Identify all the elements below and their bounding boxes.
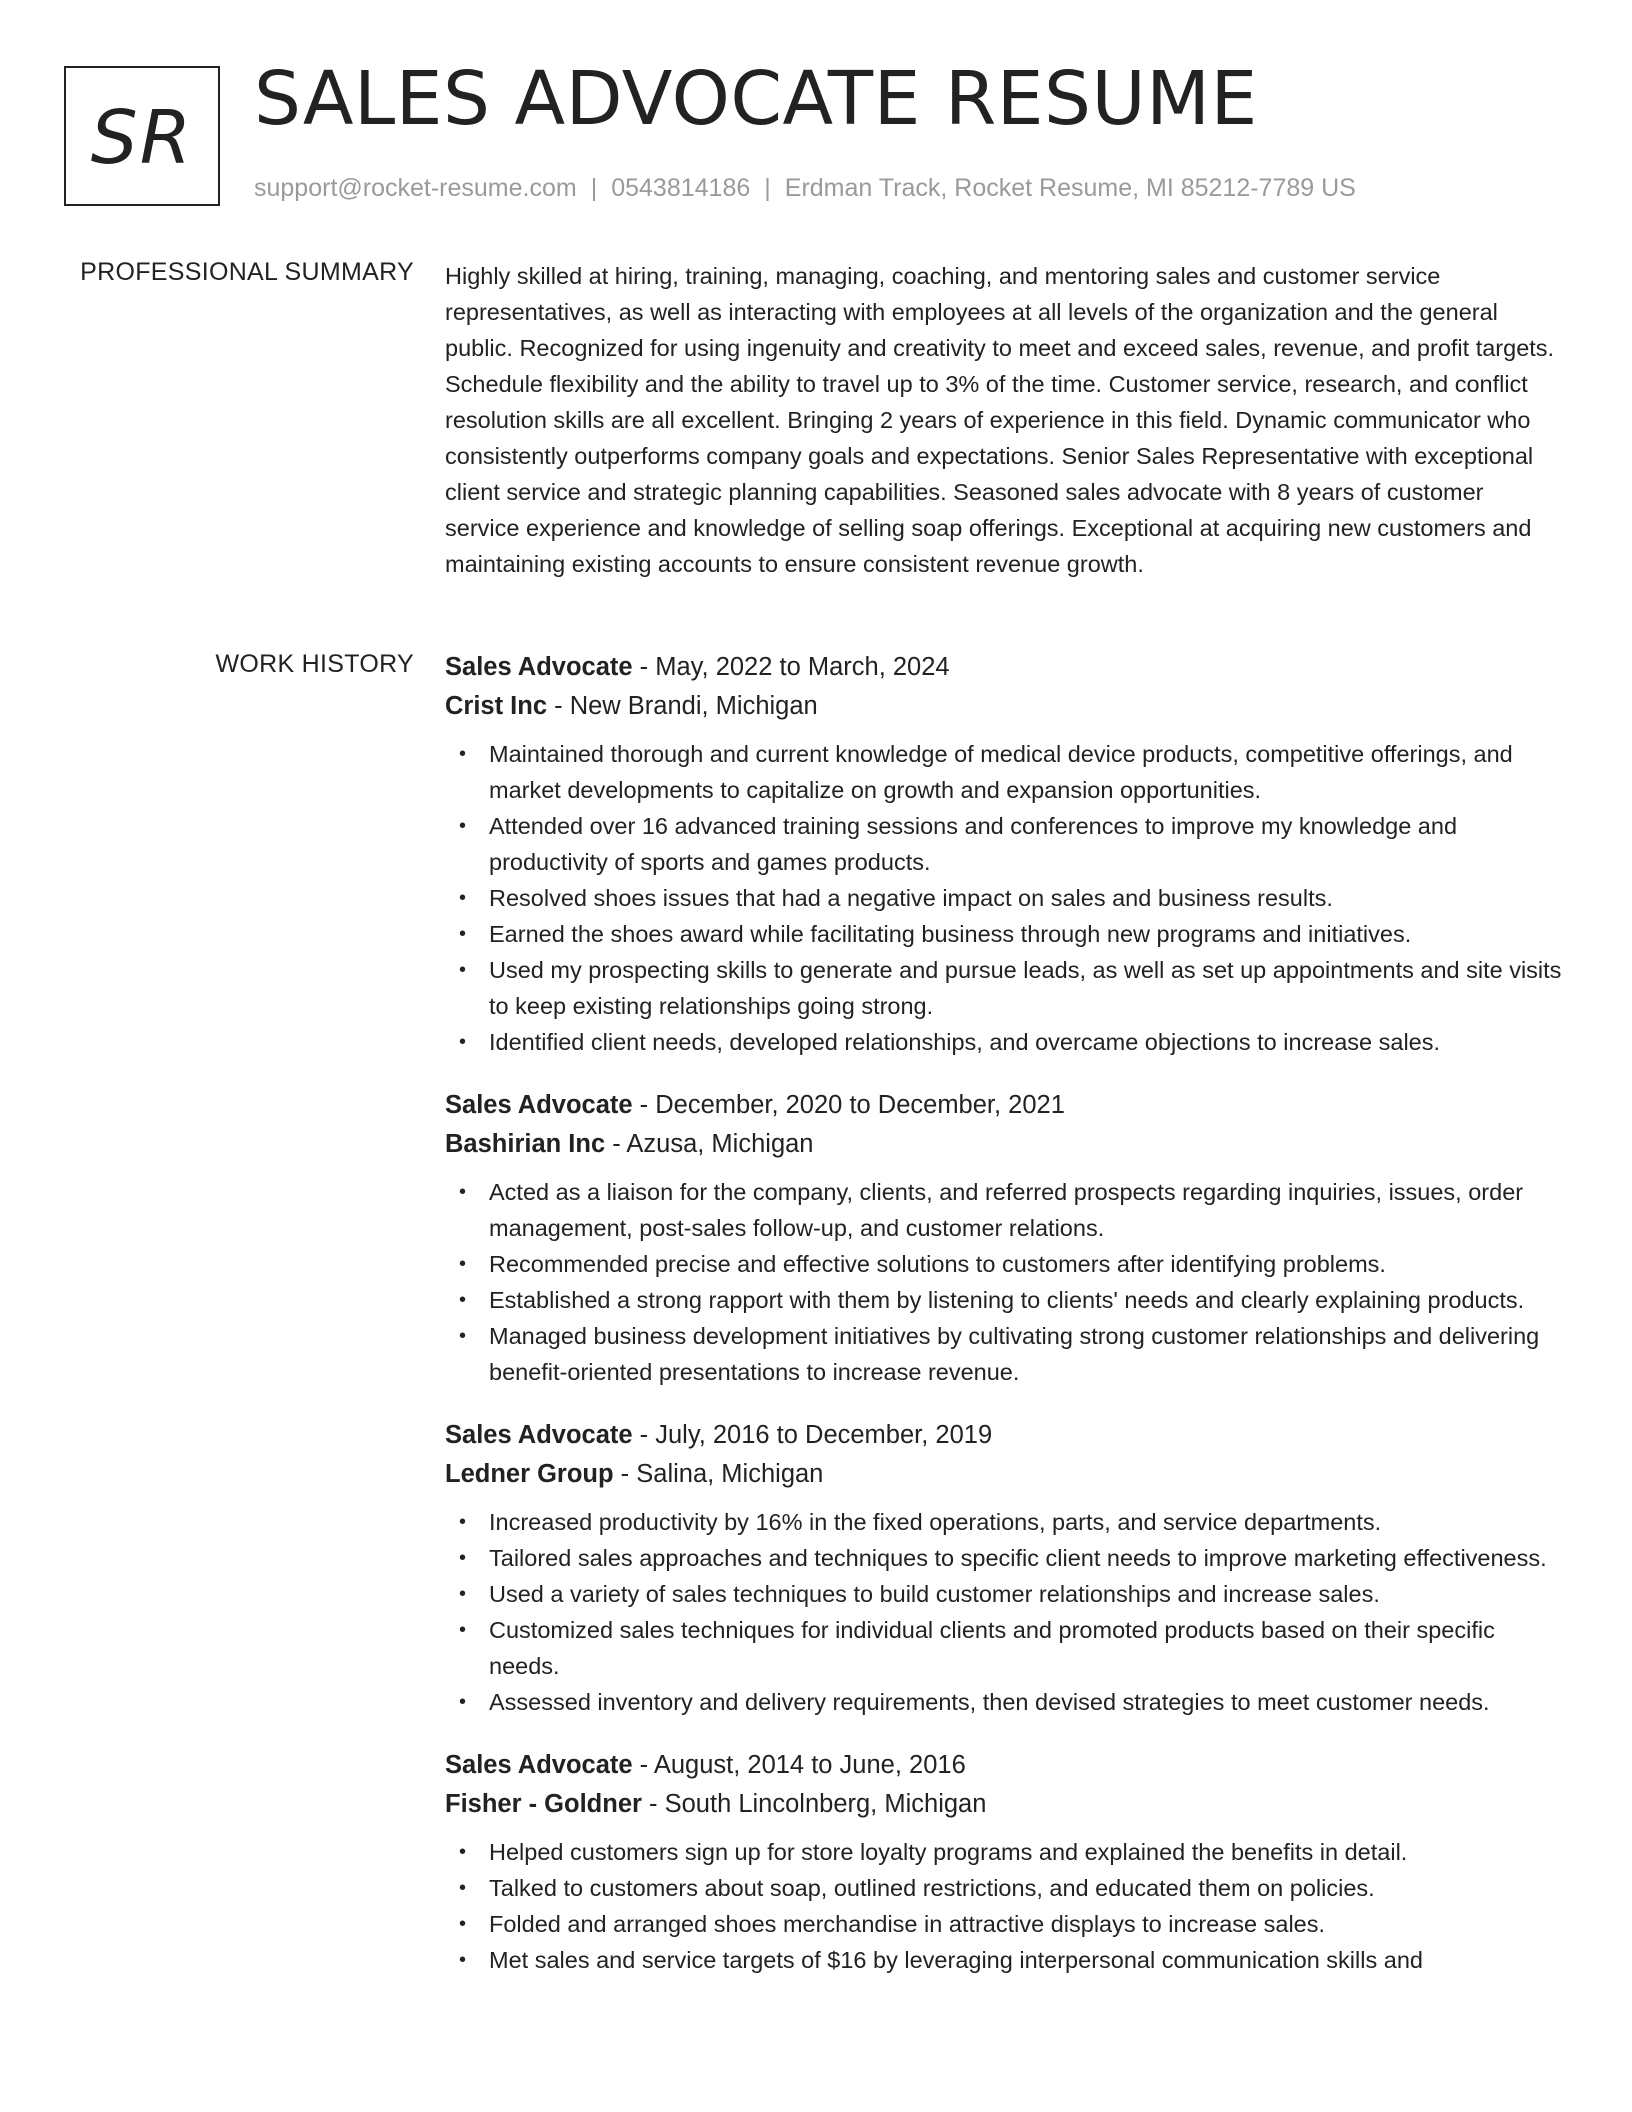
bullet-dot-icon: • bbox=[459, 1253, 467, 1275]
job-bullet-text: Helped customers sign up for store loyalty programs and explained the benefits in detail. bbox=[489, 1839, 1408, 1865]
job-bullet bbox=[459, 1906, 1563, 1942]
job-bullet-list bbox=[445, 736, 1563, 1060]
job-bullet bbox=[459, 1174, 1563, 1246]
job-bullet bbox=[459, 1684, 1563, 1720]
job-title: Sales Advocate bbox=[445, 653, 633, 681]
job-title: Sales Advocate bbox=[445, 1091, 633, 1119]
bullet-dot-icon: • bbox=[459, 815, 467, 837]
summary-section-label: PROFESSIONAL SUMMARY bbox=[80, 258, 414, 286]
job-bullet bbox=[459, 916, 1563, 952]
bullet-dot-icon: • bbox=[459, 887, 467, 909]
job-dates: - December, 2020 to December, 2021 bbox=[632, 1091, 1065, 1119]
job-title-line bbox=[445, 1086, 1563, 1125]
job-dates: - August, 2014 to June, 2016 bbox=[632, 1751, 966, 1779]
job-company-line bbox=[445, 687, 1563, 726]
job-bullet bbox=[459, 880, 1563, 916]
job-entry bbox=[445, 1746, 1563, 1978]
job-title: Sales Advocate bbox=[445, 1421, 633, 1449]
bullet-dot-icon: • bbox=[459, 1547, 467, 1569]
bullet-dot-icon: • bbox=[459, 1511, 467, 1533]
summary-section bbox=[445, 258, 1563, 582]
job-bullet-list bbox=[445, 1174, 1563, 1390]
job-bullet bbox=[459, 1282, 1563, 1318]
job-location: - South Lincolnberg, Michigan bbox=[641, 1790, 987, 1818]
bullet-dot-icon: • bbox=[459, 1691, 467, 1713]
summary-text: Highly skilled at hiring, training, managing, coaching, and mentoring sales and customer service representatives, as well as interacting with employees at all levels of the organization and the general public. Recognized for using ingenuity and creativity to meet and exceed sales, revenue, and profit targets. Schedule flexibility and the ability to travel up to 3% of the time. Customer service, research, and conflict resolution skills are all excellent. Bringing 2 years of experience in this field. Dynamic communicator who consistently outperforms company goals and expectations. Senior Sales Representative with exceptional client service and strategic planning capabilities. Seasoned sales advocate with 8 years of customer service experience and knowledge of selling soap offerings. Exceptional at acquiring new customers and maintaining existing accounts to ensure consistent revenue growth. bbox=[445, 263, 1555, 577]
bullet-dot-icon: • bbox=[459, 923, 467, 945]
contact-line bbox=[254, 174, 1356, 203]
job-bullet bbox=[459, 736, 1563, 808]
job-entry bbox=[445, 1416, 1563, 1720]
bullet-dot-icon: • bbox=[459, 1913, 467, 1935]
job-dates: - May, 2022 to March, 2024 bbox=[632, 653, 950, 681]
resume-title: SALES ADVOCATE RESUME bbox=[254, 56, 1258, 142]
job-bullet bbox=[459, 1024, 1563, 1060]
job-company: Crist Inc bbox=[445, 692, 548, 720]
contact-phone: 0543814186 bbox=[611, 174, 751, 202]
job-bullet-text: Maintained thorough and current knowledge of medical device products, competitive offerings, and market developments to capitalize on growth and expansion opportunities. bbox=[489, 741, 1513, 803]
job-location: - New Brandi, Michigan bbox=[547, 692, 818, 720]
bullet-dot-icon: • bbox=[459, 1325, 467, 1347]
job-title-line bbox=[445, 1416, 1563, 1455]
bullet-dot-icon: • bbox=[459, 1289, 467, 1311]
job-entry bbox=[445, 1086, 1563, 1390]
bullet-dot-icon: • bbox=[459, 1841, 467, 1863]
job-bullet-text: Increased productivity by 16% in the fixed operations, parts, and service departments. bbox=[489, 1509, 1382, 1535]
job-bullet-text: Used my prospecting skills to generate and pursue leads, as well as set up appointments and site visits to keep existing relationships going strong. bbox=[489, 957, 1562, 1019]
job-bullet bbox=[459, 808, 1563, 880]
contact-separator: | bbox=[590, 174, 598, 202]
bullet-dot-icon: • bbox=[459, 743, 467, 765]
job-location: - Salina, Michigan bbox=[613, 1460, 824, 1488]
contact-address: Erdman Track, Rocket Resume, MI 85212-7789 US bbox=[784, 174, 1356, 202]
job-bullet bbox=[459, 1540, 1563, 1576]
job-title-line bbox=[445, 648, 1563, 687]
job-bullet-text: Customized sales techniques for individual clients and promoted products based on their specific needs. bbox=[489, 1617, 1495, 1679]
job-bullet-text: Managed business development initiatives by cultivating strong customer relationships and delivering benefit-oriented presentations to increase revenue. bbox=[489, 1323, 1540, 1385]
job-bullet-text: Established a strong rapport with them by listening to clients' needs and clearly explaining products. bbox=[489, 1287, 1525, 1313]
job-bullet bbox=[459, 1576, 1563, 1612]
bullet-dot-icon: • bbox=[459, 1619, 467, 1641]
bullet-dot-icon: • bbox=[459, 1031, 467, 1053]
job-company: Ledner Group bbox=[445, 1460, 614, 1488]
job-bullet-text: Met sales and service targets of $16 by leveraging interpersonal communication skills and bbox=[489, 1947, 1423, 1973]
job-bullet bbox=[459, 1318, 1563, 1390]
work-history-section-label: WORK HISTORY bbox=[215, 650, 414, 678]
job-bullet-text: Identified client needs, developed relationships, and overcame objections to increase sales. bbox=[489, 1029, 1441, 1055]
job-bullet bbox=[459, 952, 1563, 1024]
job-bullet-text: Tailored sales approaches and techniques to specific client needs to improve marketing effectiveness. bbox=[489, 1545, 1547, 1571]
job-bullet-text: Recommended precise and effective solutions to customers after identifying problems. bbox=[489, 1251, 1386, 1277]
job-title: Sales Advocate bbox=[445, 1751, 633, 1779]
contact-email: support@rocket-resume.com bbox=[254, 174, 577, 202]
job-location: - Azusa, Michigan bbox=[605, 1130, 814, 1158]
monogram-logo bbox=[64, 66, 220, 206]
job-company-line bbox=[445, 1455, 1563, 1494]
job-company-line bbox=[445, 1125, 1563, 1164]
job-bullet-list bbox=[445, 1504, 1563, 1720]
job-bullet bbox=[459, 1942, 1563, 1978]
job-bullet-text: Talked to customers about soap, outlined restrictions, and educated them on policies. bbox=[489, 1875, 1375, 1901]
job-bullet-text: Folded and arranged shoes merchandise in attractive displays to increase sales. bbox=[489, 1911, 1326, 1937]
job-bullet bbox=[459, 1504, 1563, 1540]
job-bullet bbox=[459, 1834, 1563, 1870]
job-bullet-text: Attended over 16 advanced training sessions and conferences to improve my knowledge and productivity of sports and games products. bbox=[489, 813, 1458, 875]
job-bullet-text: Resolved shoes issues that had a negative impact on sales and business results. bbox=[489, 885, 1333, 911]
job-bullet-text: Earned the shoes award while facilitating business through new programs and initiatives. bbox=[489, 921, 1412, 947]
job-company-line bbox=[445, 1785, 1563, 1824]
contact-separator: | bbox=[764, 174, 771, 202]
job-bullet-list bbox=[445, 1834, 1563, 1978]
job-company: Fisher - Goldner bbox=[445, 1790, 642, 1818]
bullet-dot-icon: • bbox=[459, 1583, 467, 1605]
job-company: Bashirian Inc bbox=[445, 1130, 606, 1158]
bullet-dot-icon: • bbox=[459, 1181, 467, 1203]
job-bullet bbox=[459, 1612, 1563, 1684]
job-dates: - July, 2016 to December, 2019 bbox=[632, 1421, 993, 1449]
job-entry bbox=[445, 648, 1563, 1060]
bullet-dot-icon: • bbox=[459, 959, 467, 981]
job-bullet bbox=[459, 1870, 1563, 1906]
bullet-dot-icon: • bbox=[459, 1877, 467, 1899]
bullet-dot-icon: • bbox=[459, 1949, 467, 1971]
job-bullet-text: Assessed inventory and delivery requirements, then devised strategies to meet customer needs. bbox=[489, 1689, 1490, 1715]
job-title-line bbox=[445, 1746, 1563, 1785]
job-bullet-text: Acted as a liaison for the company, clients, and referred prospects regarding inquiries, issues, order management, post-sales follow-up, and customer relations. bbox=[489, 1179, 1524, 1241]
job-bullet-text: Used a variety of sales techniques to build customer relationships and increase sales. bbox=[489, 1581, 1380, 1607]
job-bullet bbox=[459, 1246, 1563, 1282]
monogram-initials: SR bbox=[90, 95, 194, 181]
work-history-section bbox=[445, 648, 1563, 2004]
